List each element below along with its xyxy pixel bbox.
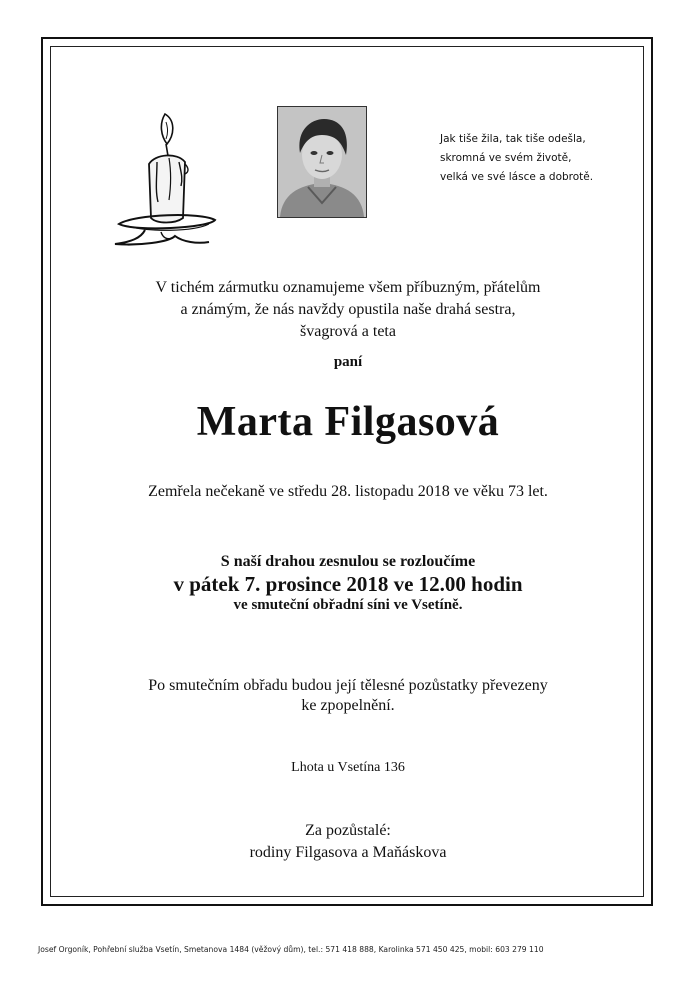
death-notice: Zemřela nečekaně ve středu 28. listopadu 2018 ve věku 73 let. <box>148 483 548 500</box>
cremation-line: Po smutečním obřadu budou její tělesné pozůstatky převezeny <box>148 677 548 694</box>
intro-line: a známým, že nás navždy opustila naše drahá sestra, <box>180 301 516 318</box>
deceased-name: Marta Filgasová <box>196 399 500 445</box>
candle-icon <box>105 106 225 256</box>
funeral-service-footer: Josef Orgoník, Pohřební služba Vsetín, Smetanova 1484 (věžový dům), tel.: 571 418 888, Karolinka 571 450 425, mobil: 603 279 110 <box>38 945 544 954</box>
honorific: paní <box>333 354 363 370</box>
survivors <box>60 820 636 864</box>
poem-line: Jak tiše žila, tak tiše odešla, <box>440 133 586 145</box>
intro-line: V tichém zármutku oznamujeme všem příbuzným, přátelům <box>155 279 541 296</box>
poem-line: velká ve své lásce a dobrotě. <box>440 171 594 183</box>
poem-line: skromná ve svém životě, <box>440 152 572 164</box>
family-address: Lhota u Vsetína 136 <box>291 760 405 775</box>
farewell-location: ve smuteční obřadní síni ve Vsetíně. <box>233 597 463 613</box>
poem <box>440 130 640 187</box>
farewell-line-1: S naší drahou zesnulou se rozloučíme <box>220 553 476 570</box>
announcement-intro <box>60 277 636 343</box>
survivors-label: Za pozůstalé: <box>305 822 391 839</box>
farewell-date-time: v pátek 7. prosince 2018 ve 12.00 hodin <box>173 572 523 596</box>
intro-line: švagrová a teta <box>300 323 396 340</box>
portrait-photo <box>277 106 367 218</box>
cremation-line: ke zpopelnění. <box>301 697 395 714</box>
survivors-families: rodiny Filgasova a Maňáskova <box>249 844 447 861</box>
cremation-note <box>60 676 636 716</box>
